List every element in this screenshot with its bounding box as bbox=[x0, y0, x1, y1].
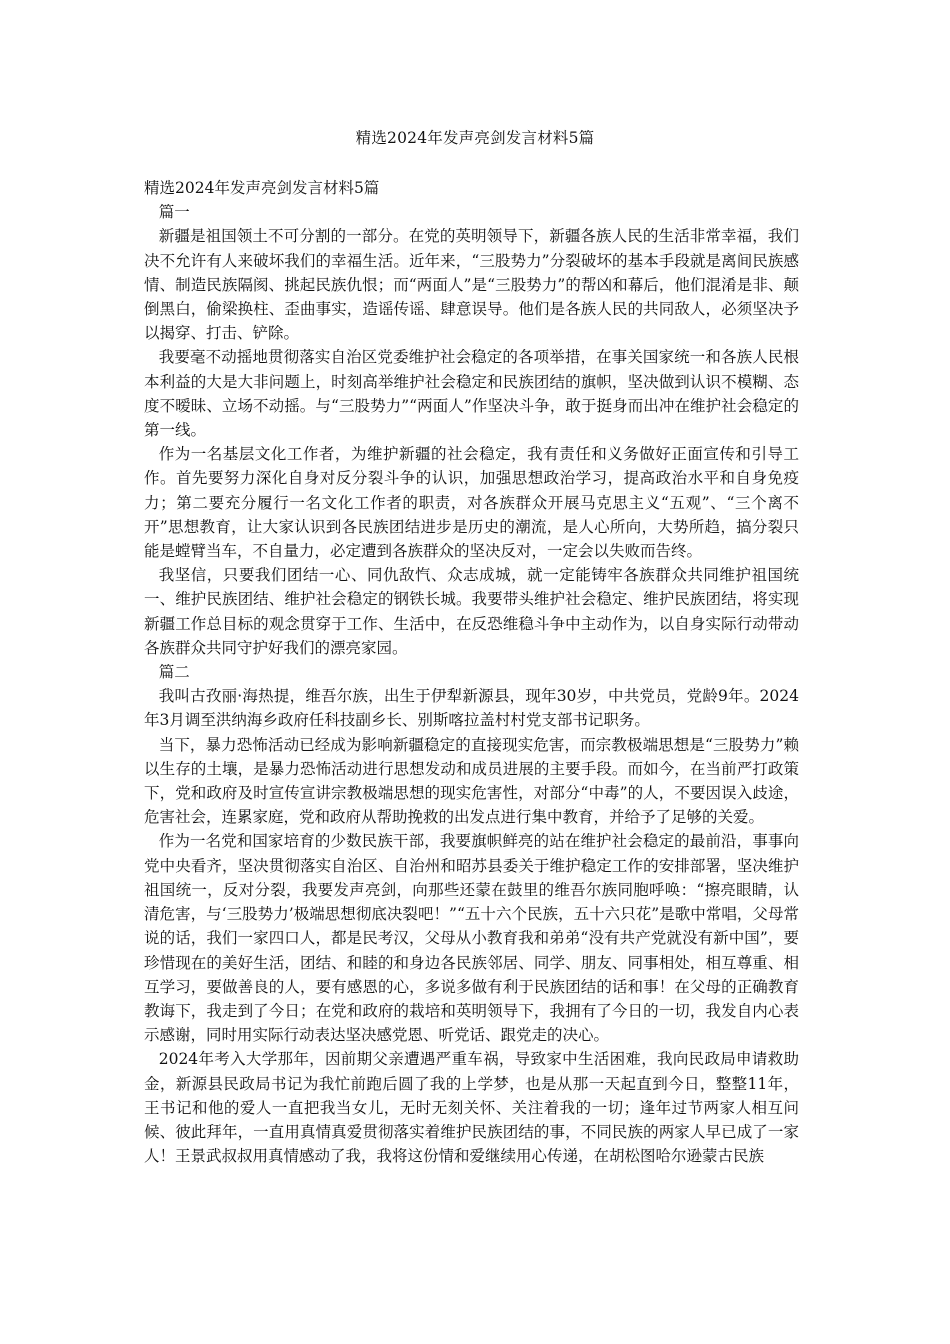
paragraph: 作为一名基层文化工作者，为维护新疆的社会稳定，我有责任和义务做好正面宣传和引导工作。首先要努力深化自身对反分裂斗争的认识，加强思想政治学习，提高政治水平和自身免疫力；第二要充分履行一名文化工作者的职责，对各族群众开展马克思主义“五观”、“三个离不开”思想教育，让大家认识到各民族团结进步是历史的潮流，是人心所向，大势所趋，搞分裂只能是螳臂当车，不自量力，必定遭到各族群众的坚决反对，一定会以失败而告终。 bbox=[144, 445, 799, 561]
page-title: 精选2024年发声亮剑发言材料5篇 bbox=[355, 129, 595, 147]
section-heading-1: 篇一 bbox=[158, 203, 190, 222]
paragraph: 我要毫不动摇地贯彻落实自治区党委维护社会稳定的各项举措，在事关国家统一和各族人民根本利益的大是大非问题上，时刻高举维护社会稳定和民族团结的旗帜，坚决做到认识不模糊、态度不暧昧、立场不动摇。与“三股势力”“两面人”作坚决斗争，敢于挺身而出冲在维护社会稳定的第一线。 bbox=[144, 348, 799, 440]
paragraph: 当下，暴力恐怖活动已经成为影响新疆稳定的直接现实危害，而宗教极端思想是“三股势力”赖以生存的土壤，是暴力恐怖活动进行思想发动和成员进展的主要手段。而如今，在当前严打政策下，党和政府及时宣传宣讲宗教极端思想的现实危害性，对部分“中毒”的人，不要因误入歧途，危害社会，连累家庭，党和政府从帮助挽救的出发点进行集中教育，并给予了足够的关爱。 bbox=[144, 735, 799, 827]
paragraph: 作为一名党和国家培育的少数民族干部，我要旗帜鲜亮的站在维护社会稳定的最前沿，事事向党中央看齐，坚决贯彻落实自治区、自治州和昭苏县委关于维护稳定工作的安排部署，坚决维护祖国统一，反对分裂，我要发声亮剑，向那些还蒙在鼓里的维吾尔族同胞呼唤：“擦亮眼睛，认清危害，与‘三股势力’极端思想彻底决裂吧！”“五十六个民族，五十六只花”是歌中常唱，父母常说的话，我们一家四口人，都是民考汉，父母从小教育我和弟弟“没有共产党就没有新中国”，要珍惜现在的美好生活，团结、和睦的和身边各民族邻居、同学、朋友、同事相处，相互尊重、相互学习，要做善良的人，要有感恩的心，多说多做有利于民族团结的话和事！在父母的正确教育教诲下，我走到了今日；在党和政府的栽培和英明领导下，我拥有了今日的一切，我发自内心表示感谢，同时用实际行动表达坚决感党恩、听党话、跟党走的决心。 bbox=[144, 832, 799, 1045]
paragraph: 我坚信，只要我们团结一心、同仇敌忾、众志成城，就一定能铸牢各族群众共同维护祖国统一、维护民族团结、维护社会稳定的钢铁长城。我要带头维护社会稳定、维护民族团结，将实现新疆工作总目标的观念贯穿于工作、生活中，在反恐维稳斗争中主动作为，以自身实际行动带动各族群众共同守护好我们的漂亮家园。 bbox=[144, 566, 799, 657]
document-body bbox=[144, 176, 799, 1168]
paragraph: 我叫古孜丽·海热提，维吾尔族，出生于伊犁新源县，现年30岁，中共党员，党龄9年。2024年3月调至洪纳海乡政府任科技副乡长、别斯喀拉盖村村党支部书记职务。 bbox=[144, 687, 799, 730]
section-heading-2: 篇二 bbox=[158, 663, 190, 682]
paragraph: 新疆是祖国领土不可分割的一部分。在党的英明领导下，新疆各族人民的生活非常幸福，我们决不允许有人来破坏我们的幸福生活。近年来，“三股势力”分裂破坏的基本手段就是离间民族感情、制造民族隔阂、挑起民族仇恨；而“两面人”是“三股势力”的帮凶和幕后，他们混淆是非、颠倒黑白，偷梁换柱、歪曲事实，造谣传谣、肆意误导。他们是各族人民的共同敌人，必须坚决予以揭穿、打击、铲除。 bbox=[144, 227, 799, 343]
document-subtitle: 精选2024年发声亮剑发言材料5篇 bbox=[144, 179, 380, 197]
paragraph: 2024年考入大学那年，因前期父亲遭遇严重车祸，导致家中生活困难，我向民政局申请救助金，新源县民政局书记为我忙前跑后圆了我的上学梦，也是从那一天起直到今日，整整11年，王书记和他的爱人一直把我当女儿，无时无刻关怀、关注着我的一切；逢年过节两家人相互问候、彼此拜年，一直用真情真爱贯彻落实着维护民族团结的事，不同民族的两家人早已成了一家人！王景武叔叔用真情感动了我，我将这份情和爱继续用心传递，在胡松图哈尔逊蒙古民族 bbox=[144, 1050, 799, 1166]
